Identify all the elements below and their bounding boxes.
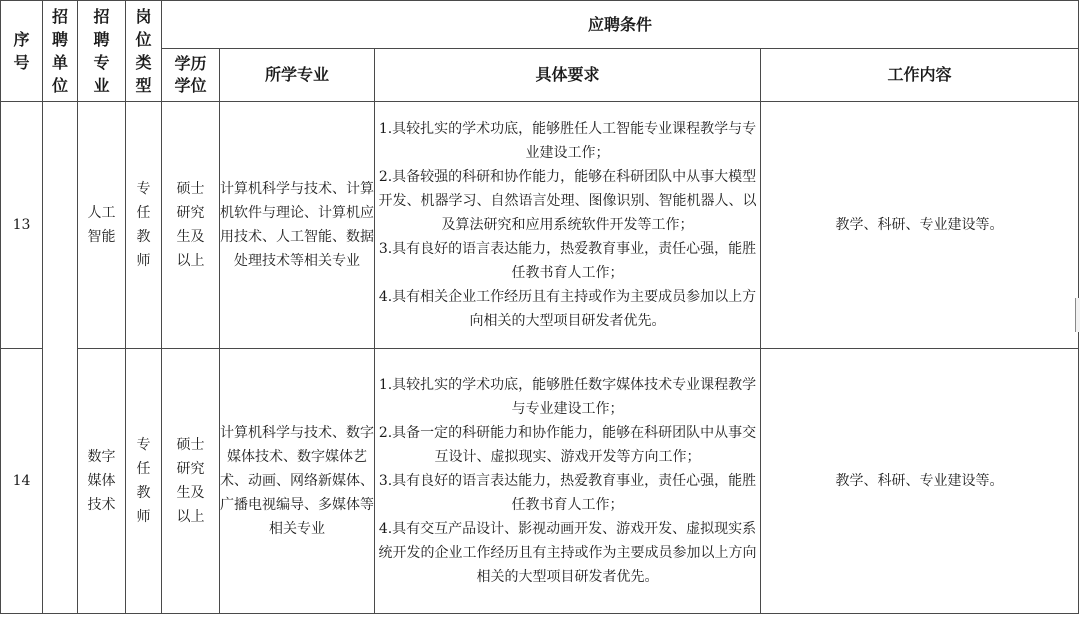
requirement-item: 4.具有相关企业工作经历且有主持或作为主要成员参加以上方向相关的大型项目研发者优先。 [378, 289, 757, 330]
requirement-item: 4.具有交互产品设计、影视动画开发、游戏开发、虚拟现实系统开发的企业工作经历且有主持或作为主要成员参加以上方向相关的大型项目研发者优先。 [378, 521, 757, 586]
table-row [1, 101, 1079, 348]
header-post-type: 岗位类型 [126, 1, 162, 102]
row-degree: 硕士研究生及以上 [162, 349, 220, 614]
header-unit: 招聘单位 [43, 1, 78, 102]
row-index: 14 [1, 349, 43, 614]
requirement-item: 1.具较扎实的学术功底，能够胜任数字媒体技术专业课程教学与专业建设工作； [378, 377, 757, 418]
header-index: 序号 [1, 1, 43, 102]
table-row [1, 349, 1079, 614]
header-row-2 [1, 49, 1079, 102]
row-majors: 计算机科学与技术、数字媒体技术、数字媒体艺术、动画、网络新媒体、广播电视编导、多媒体等相关专业 [220, 349, 375, 614]
page-edge-marker [1075, 298, 1080, 332]
requirement-item: 2.具备较强的科研和协作能力，能够在科研团队中从事大模型开发、机器学习、自然语言处理、图像识别、智能机器人、以及算法研究和应用系统软件开发等工作； [378, 169, 757, 234]
header-row-1 [1, 1, 1079, 49]
row-degree: 硕士研究生及以上 [162, 101, 220, 348]
row-unit [43, 101, 78, 613]
row-job-content: 教学、科研、专业建设等。 [761, 349, 1079, 614]
row-requirements [375, 349, 761, 614]
row-post-type: 专任教师 [126, 349, 162, 614]
requirement-item: 3.具有良好的语言表达能力，热爱教育事业，责任心强，能胜任教书育人工作； [378, 473, 757, 514]
row-index: 13 [1, 101, 43, 348]
row-post-type: 专任教师 [126, 101, 162, 348]
header-requirements: 具体要求 [375, 49, 761, 102]
requirement-item: 2.具备一定的科研能力和协作能力，能够在科研团队中从事交互设计、虚拟现实、游戏开发等方向工作； [378, 425, 757, 466]
row-majors: 计算机科学与技术、计算机软件与理论、计算机应用技术、人工智能、数据处理技术等相关专业 [220, 101, 375, 348]
requirement-item: 3.具有良好的语言表达能力，热爱教育事业，责任心强，能胜任教书育人工作； [378, 241, 757, 282]
requirement-item: 1.具较扎实的学术功底，能够胜任人工智能专业课程教学与专业建设工作； [378, 121, 757, 162]
header-major-field: 招聘专业 [78, 1, 126, 102]
row-requirements [375, 101, 761, 348]
row-field: 数字媒体技术 [78, 349, 126, 614]
header-conditions: 应聘条件 [162, 1, 1079, 49]
row-field: 人工智能 [78, 101, 126, 348]
header-degree: 学历学位 [162, 49, 220, 102]
header-job-content: 工作内容 [761, 49, 1079, 102]
row-job-content: 教学、科研、专业建设等。 [761, 101, 1079, 348]
header-studied-major: 所学专业 [220, 49, 375, 102]
